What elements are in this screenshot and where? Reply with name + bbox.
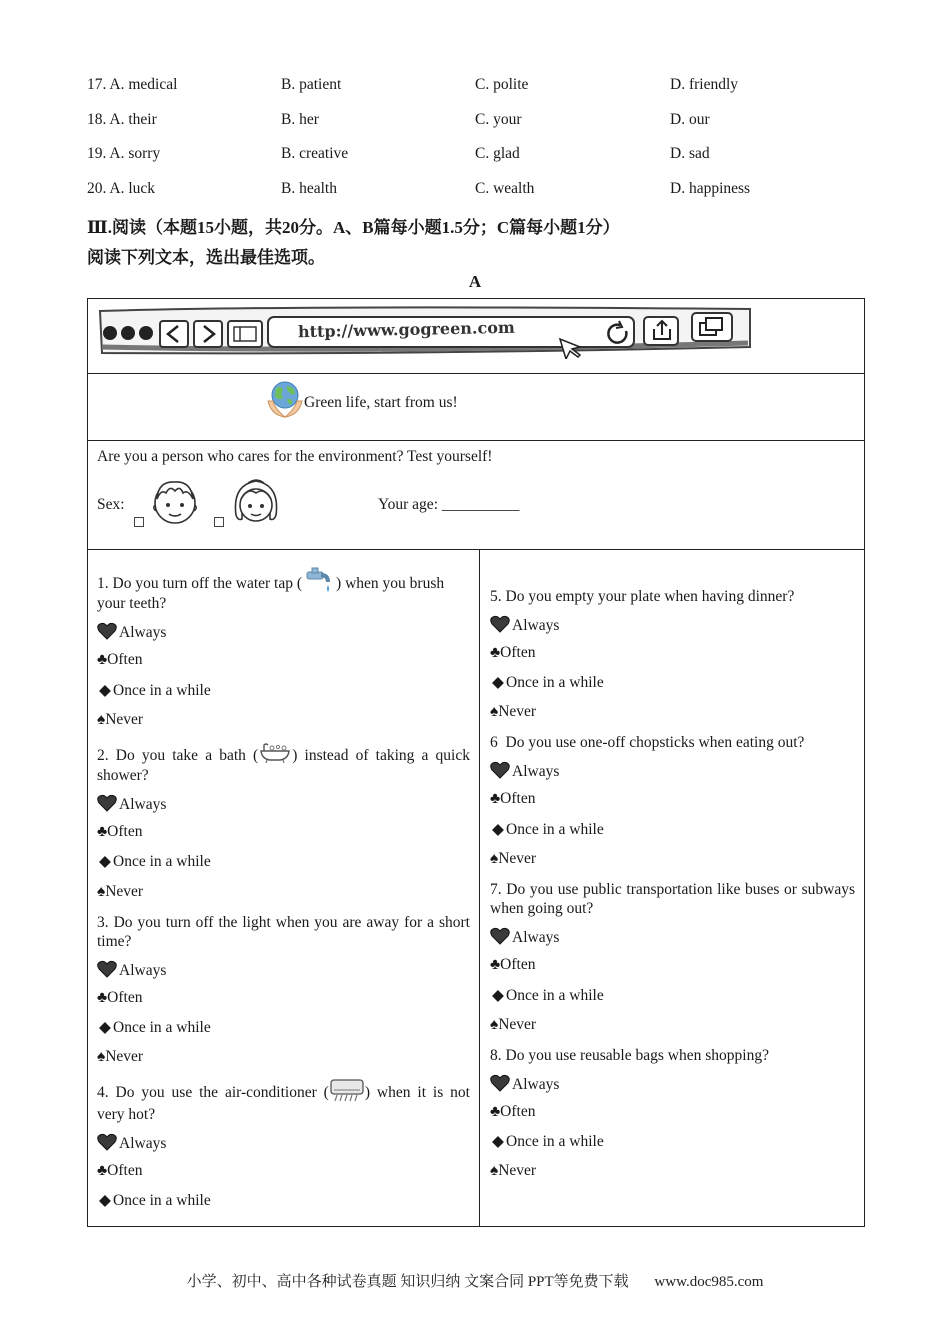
slogan-row [87,373,865,441]
boy-checkbox[interactable] [134,517,144,527]
answer-often[interactable]: ♣Often [490,1103,536,1120]
answer-always[interactable]: Always [97,1133,166,1153]
browser-row [87,298,865,374]
option-d: D. sad [670,145,710,162]
option-b: B. her [281,111,319,128]
question-4: 4. Do you use the air-conditioner ( ) when it is not [97,1078,470,1102]
air-conditioner-icon [329,1078,365,1102]
earth-hands-icon [265,379,305,419]
heart-icon [490,927,510,945]
heart-icon [97,794,117,812]
answer-never[interactable]: ♠Never [490,1162,537,1179]
girl-checkbox[interactable] [214,517,224,527]
question-1: 1. Do you turn off the water tap ( ) when you brush [97,566,470,594]
option-row-19 [87,145,867,167]
option-d: D. our [670,111,710,128]
intro-text: Are you a person who cares for the environment? Test yourself! [97,448,493,465]
section-heading: Ⅲ.阅读（本题15小题，共20分。A、B篇每小题1.5分；C篇每小题1分） [87,218,620,237]
answer-often[interactable]: ♣Often [97,989,143,1006]
answer-always[interactable]: Always [490,1074,559,1094]
answer-often[interactable]: ♣Often [97,823,143,840]
answer-never[interactable]: ♠Never [97,711,144,728]
section-instruction: 阅读下列文本，选出最佳选项。 [87,248,325,267]
water-tap-icon [304,566,334,594]
answer-often[interactable]: ♣Often [490,956,536,973]
question-6: 6 Do you use one-off chopsticks when eating out? [490,734,805,751]
answer-once-in-a-while[interactable]: ◆ Once in a while [99,1019,211,1036]
answer-once-in-a-while[interactable]: ◆ Once in a while [492,821,604,838]
option-b: B. patient [281,76,342,93]
heart-icon [97,960,117,978]
option-b: B. creative [281,145,349,162]
answer-never[interactable]: ♠Never [97,1048,144,1065]
question-7: 7. Do you use public transportation like buses or subways when going out? [490,881,855,917]
option-a: 19. A. sorry [87,145,161,162]
sex-label: Sex: [97,496,125,513]
answer-always[interactable]: Always [490,615,559,635]
answer-always[interactable]: Always [490,761,559,781]
answer-once-in-a-while[interactable]: ◆ Once in a while [492,674,604,691]
heart-icon [490,761,510,779]
question-2-cont: shower? [97,767,149,784]
answer-always[interactable]: Always [490,927,559,947]
heart-icon [490,615,510,633]
bathtub-icon [258,743,292,763]
option-row-17 [87,76,867,98]
question-3: 3. Do you turn off the light when you are away for a short time? [97,914,470,950]
question-8: 8. Do you use reusable bags when shopping? [490,1047,769,1064]
age-field[interactable]: Your age: __________ [378,496,520,513]
question-2: 2. Do you take a bath ( ) instead of taking a quick [97,743,470,765]
option-d: D. friendly [670,76,739,93]
heart-icon [97,1133,117,1151]
answer-always[interactable]: Always [97,794,166,814]
option-row-18 [87,111,867,133]
question-4-cont: very hot? [97,1106,156,1123]
option-c: C. glad [475,145,520,162]
option-c: C. your [475,111,522,128]
girl-face-icon [230,475,282,529]
answer-never[interactable]: ♠Never [490,703,537,720]
heart-icon [97,622,117,640]
answer-always[interactable]: Always [97,960,166,980]
option-c: C. polite [475,76,529,93]
answer-once-in-a-while[interactable]: ◆ Once in a while [99,853,211,870]
heart-icon [490,1074,510,1092]
boy-face-icon [150,475,200,529]
answer-once-in-a-while[interactable]: ◆ Once in a while [492,987,604,1004]
answer-once-in-a-while[interactable]: ◆ Once in a while [99,682,211,699]
option-a: 20. A. luck [87,180,156,197]
option-b: B. health [281,180,337,197]
answer-often[interactable]: ♣Often [490,644,536,661]
question-1-cont: your teeth? [97,595,167,612]
answer-often[interactable]: ♣Often [97,1162,143,1179]
page-footer [0,1270,950,1291]
browser-url: http://www.gogreen.com [297,317,516,342]
option-c: C. wealth [475,180,535,197]
footer-text: 小学、初中、高中各种试卷真题 知识归纳 文案合同 PPT等免费下载 [186,1274,629,1290]
intro-row [87,440,865,550]
slogan-text: Green life, start from us! [304,394,458,411]
option-a: 17. A. medical [87,76,178,93]
answer-often[interactable]: ♣Often [97,651,143,668]
answer-never[interactable]: ♠Never [490,1016,537,1033]
option-d: D. happiness [670,180,751,197]
option-row-20 [87,180,867,202]
footer-site-link[interactable]: www.doc985.com [654,1274,764,1290]
column-divider [479,549,480,1227]
answer-always[interactable]: Always [97,622,166,642]
passage-label: A [468,272,482,291]
answer-never[interactable]: ♠Never [490,850,537,867]
answer-once-in-a-while[interactable]: ◆ Once in a while [492,1133,604,1150]
answer-never[interactable]: ♠Never [97,883,144,900]
option-a: 18. A. their [87,111,157,128]
answer-once-in-a-while[interactable]: ◆ Once in a while [99,1192,211,1209]
answer-often[interactable]: ♣Often [490,790,536,807]
question-5: 5. Do you empty your plate when having dinner? [490,588,795,605]
